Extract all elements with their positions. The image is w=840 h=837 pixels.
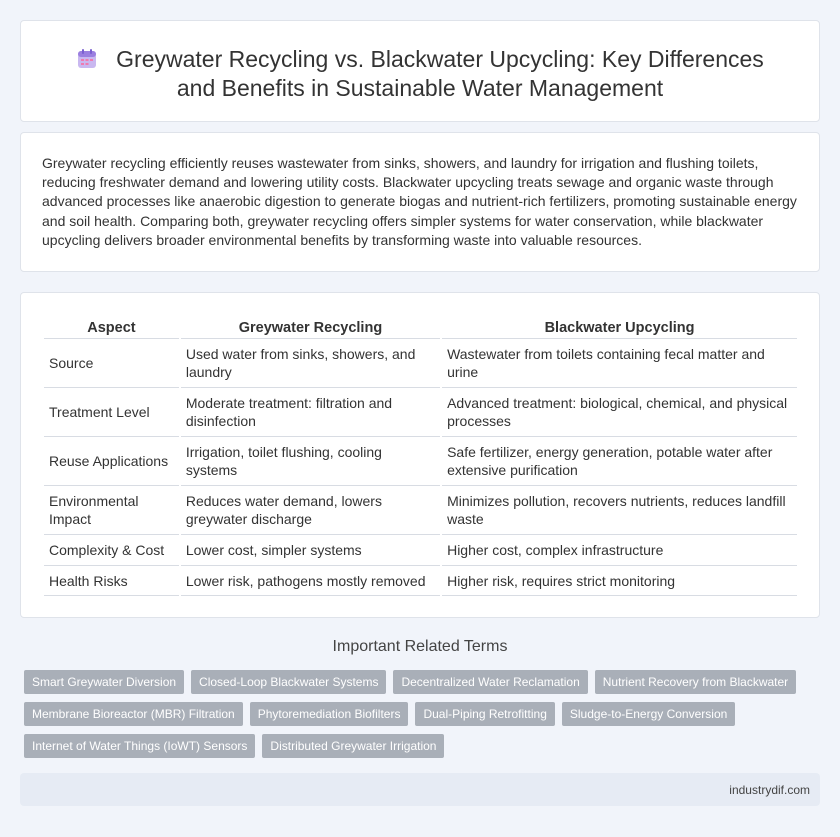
header-blackwater: Blackwater Upcycling xyxy=(544,320,695,336)
footer-site-link[interactable]: industrydif.com xyxy=(729,783,810,797)
related-term-tag[interactable]: Decentralized Water Reclamation xyxy=(393,670,587,694)
table-header-row xyxy=(44,316,797,338)
table-row xyxy=(44,436,797,485)
header-card xyxy=(20,20,820,122)
greywater-cell: Moderate treatment: filtration and disinfection xyxy=(181,387,440,436)
aspect-cell: Reuse Applications xyxy=(44,436,179,485)
related-term-tag[interactable]: Sludge-to-Energy Conversion xyxy=(562,702,735,726)
aspect-cell: Treatment Level xyxy=(44,387,179,436)
related-term-tag[interactable]: Membrane Bioreactor (MBR) Filtration xyxy=(24,702,243,726)
blackwater-cell: Minimizes pollution, recovers nutrients, reduces landfill waste xyxy=(442,485,797,534)
aspect-cell: Source xyxy=(44,338,179,387)
related-term-tag[interactable]: Nutrient Recovery from Blackwater xyxy=(595,670,796,694)
header-aspect: Aspect xyxy=(87,320,136,336)
greywater-cell: Reduces water demand, lowers greywater discharge xyxy=(181,485,440,534)
blackwater-cell: Advanced treatment: biological, chemical, and physical processes xyxy=(442,387,797,436)
related-term-tag[interactable]: Distributed Greywater Irrigation xyxy=(262,734,444,758)
intro-text: Greywater recycling efficiently reuses wastewater from sinks, showers, and laundry for irrigation and flushing toilets, reducing freshwater demand and lowering utility costs. Blackwater upcycling treats sewage and organic waste through advanced processes like anaerobic digestion to generate biogas and nutrient-rich fertilizers, promoting sustainable energy and soil health. Comparing both, greywater recycling offers simpler systems for water conservation, while blackwater upcycling delivers broader environmental benefits by transforming waste into valuable resources. xyxy=(42,155,797,248)
related-term-tag[interactable]: Phytoremediation Biofilters xyxy=(250,702,409,726)
comparison-table xyxy=(42,316,799,596)
related-terms-list xyxy=(24,670,804,758)
header-greywater: Greywater Recycling xyxy=(238,320,383,336)
greywater-cell: Used water from sinks, showers, and laundry xyxy=(181,338,440,387)
related-term-tag[interactable]: Dual-Piping Retrofitting xyxy=(415,702,554,726)
table-row xyxy=(44,565,797,596)
table-row xyxy=(44,387,797,436)
greywater-cell: Lower risk, pathogens mostly removed xyxy=(181,565,440,596)
related-term-tag[interactable]: Smart Greywater Diversion xyxy=(24,670,184,694)
title-line-1: Greywater Recycling vs. Blackwater Upcycling: Key Differences xyxy=(116,46,764,72)
blackwater-cell: Safe fertilizer, energy generation, potable water after extensive purification xyxy=(442,436,797,485)
title-line-2: and Benefits in Sustainable Water Management xyxy=(176,75,664,101)
table-row xyxy=(44,534,797,565)
blackwater-cell: Wastewater from toilets containing fecal matter and urine xyxy=(442,338,797,387)
footer xyxy=(20,773,820,806)
greywater-cell: Lower cost, simpler systems xyxy=(181,534,440,565)
related-term-tag[interactable]: Closed-Loop Blackwater Systems xyxy=(191,670,386,694)
aspect-cell: Health Risks xyxy=(44,565,179,596)
comparison-card xyxy=(20,292,820,618)
aspect-cell: Complexity & Cost xyxy=(44,534,179,565)
related-term-tag[interactable]: Internet of Water Things (IoWT) Sensors xyxy=(24,734,255,758)
blackwater-cell: Higher risk, requires strict monitoring xyxy=(442,565,797,596)
greywater-cell: Irrigation, toilet flushing, cooling systems xyxy=(181,436,440,485)
aspect-cell: Environmental Impact xyxy=(44,485,179,534)
page-title xyxy=(21,45,819,103)
table-row xyxy=(44,338,797,387)
related-terms-title: Important Related Terms xyxy=(332,638,508,655)
blackwater-cell: Higher cost, complex infrastructure xyxy=(442,534,797,565)
table-row xyxy=(44,485,797,534)
calendar-icon xyxy=(76,48,98,70)
intro-card xyxy=(20,132,820,272)
